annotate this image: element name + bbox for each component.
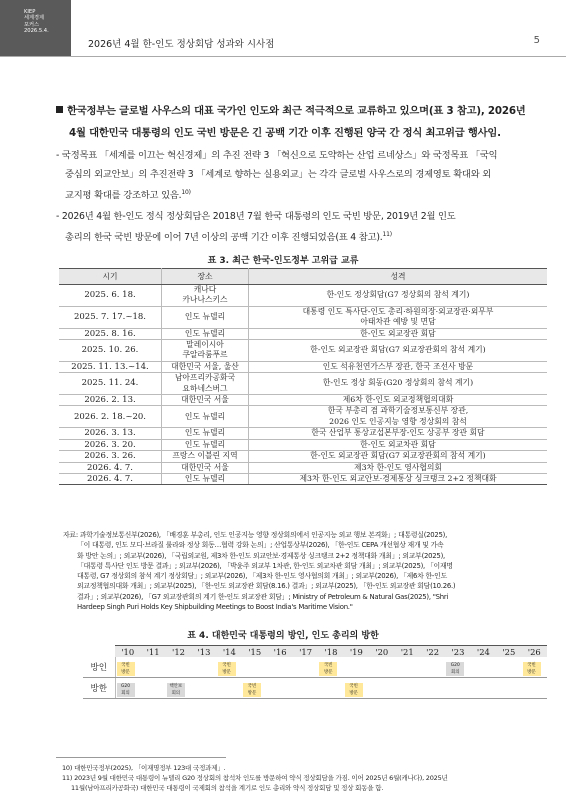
visit-tag-label: 국빈: [324, 662, 333, 668]
nature-cell: [249, 361, 548, 372]
cell-line: 쿠알라룸푸르: [182, 350, 228, 360]
column-header: 성격: [249, 269, 548, 285]
nature-cell: [249, 406, 548, 428]
visit-tag: [167, 683, 185, 697]
table4-title: 표 4. 대한민국 대통령의 방인, 인도 총리의 방한: [187, 631, 379, 641]
source-line: 「대통령 특사단 인도 방문 결과」; 외교부(2026), 「박윤주 외교부 1차관, 한-인도 외교차관 회담 개최」; 외교부(2025), 「이재명: [77, 561, 453, 570]
nature-cell: [249, 428, 548, 439]
cell-line: 한-인도 정상회담(G7 정상회의 참석 계기): [326, 290, 470, 300]
year-header: '13: [191, 646, 216, 658]
date-cell: 2025. 11. 13.~14.: [59, 361, 162, 372]
place-cell: [162, 462, 249, 473]
nature-cell: [249, 285, 548, 307]
cell-line: 말레이시아: [186, 340, 224, 350]
year-cell: [445, 678, 470, 699]
table-row: [59, 373, 547, 395]
place-cell: [162, 428, 249, 439]
bullet-line: 한국정부는 글로벌 사우스의 대표 국가인 인도와 최근 적극적으로 교류하고 있으며(표 3 참고), 2026년: [67, 105, 526, 117]
nature-cell: [249, 462, 548, 473]
issue-date: 2026.5.4.: [24, 28, 49, 35]
visit-tag-label: 국빈: [527, 662, 536, 668]
cell-line: 아태차관 예방 및 면담: [360, 317, 436, 327]
table-row: [59, 361, 547, 372]
table-row: [59, 473, 547, 484]
year-cell: [115, 657, 140, 678]
bullet-line: 4월 대한민국 대통령의 인도 국빈 방문은 긴 공백 기간 이후 진행된 양국 간 정식 최고위급 행사임.: [69, 127, 501, 139]
year-cell: [496, 678, 521, 699]
year-header: '23: [445, 646, 470, 658]
footnote-11-line: 11월(남아프리카공화국) 대한민국 대통령이 국제회의 참석을 계기로 인도 총리와 약식 정상회담 및 정상 회동을 함.: [71, 784, 384, 792]
year-cell: [293, 657, 318, 678]
year-cell: [140, 678, 165, 699]
date-cell: 2026. 3. 26.: [59, 451, 162, 462]
table-row: [59, 451, 547, 462]
cell-line: 제3차 한-인도 영사협의회: [354, 462, 442, 472]
dash-item-1: [56, 147, 542, 206]
source-line: 외교정책협의대화 개최」; 외교부(2025), 「한-인도 외교장관 회담(8.16.) 결과」; 외교부(2025), 「한-인도 외교장관 회담(10.26.): [77, 582, 456, 591]
cell-line: 대통령 인도 특사단-인도 총리·하원의장·외교장관·외무부: [302, 306, 494, 316]
place-cell: [162, 306, 249, 328]
table3-title: 표 3. 최근 한국-인도정부 고위급 교류: [207, 256, 359, 266]
row-label: 방인: [83, 657, 115, 678]
cell-line: 대한민국 서울: [181, 462, 229, 472]
cell-line: 한-인도 외교장관 회담(G7 외교장관회의 참석 계기): [310, 345, 486, 355]
cell-line: 대한민국 서울, 울산: [171, 361, 239, 371]
date-cell: 2026. 3. 20.: [59, 439, 162, 450]
cell-line: 한국 산업부 통상교섭본부장-인도 상공부 장관 회담: [311, 428, 485, 438]
footnote-ref[interactable]: 10): [181, 189, 191, 196]
year-header: '20: [369, 646, 394, 658]
nature-cell: [249, 306, 548, 328]
year-header: '14: [217, 646, 242, 658]
table-row: [59, 328, 547, 339]
year-cell: [242, 678, 267, 699]
year-cell: [394, 657, 419, 678]
year-cell: [369, 657, 394, 678]
cell-line: 제3차 한-인도 외교안보·경제통상 싱크탱크 2+2 정책대화: [299, 473, 497, 483]
year-cell: [318, 678, 343, 699]
date-cell: 2026. 2. 13.: [59, 395, 162, 406]
series-name-1: 세계경제: [24, 15, 45, 22]
cell-line: 2026 인도 인공지능 영향 정상회의 참석: [329, 416, 467, 426]
year-header: '10: [115, 646, 140, 658]
place-cell: [162, 451, 249, 462]
year-cell: [522, 657, 548, 678]
table3-source: [63, 530, 542, 612]
year-cell: [420, 678, 445, 699]
nature-cell: [249, 340, 548, 362]
year-cell: [217, 678, 242, 699]
year-cell: [293, 678, 318, 699]
year-cell: [140, 657, 165, 678]
visit-tag-label: 국빈: [349, 683, 358, 689]
cell-line: 한-인도 정상 회동(G20 정상회의 참석 계기): [322, 378, 474, 388]
year-cell: [242, 657, 267, 678]
cell-line: 인도 뉴델리: [184, 328, 226, 338]
corner-cell: [83, 646, 115, 658]
date-cell: 2025. 11. 24.: [59, 373, 162, 395]
visit-tag-label: 방문: [247, 690, 257, 696]
visit-tag-label: 방문: [349, 690, 358, 696]
dash-line: 중심의 외교안보」의 추진전략 3 「세계로 향하는 실용외교」는 각각 글로벌 사우스로의 경제영토 확대와 외: [65, 168, 492, 180]
year-cell: [394, 678, 419, 699]
year-header: '22: [420, 646, 445, 658]
visit-tag: [243, 683, 261, 697]
column-header: 시기: [59, 269, 162, 285]
date-cell: 2026. 3. 13.: [59, 428, 162, 439]
year-cell: [496, 657, 521, 678]
nature-cell: [249, 395, 548, 406]
visit-tag-label: G20: [121, 683, 130, 689]
footnote-11-line: 11) 2023년 9월 대한민국 대통령이 뉴델리 G20 정상회의 참석차 인도를 방문하여 약식 정상회담을 가짐. 이어 2025년 6월(캐나다), 2025년: [62, 774, 448, 782]
place-cell: [162, 406, 249, 428]
cell-line: 인도 뉴델리: [184, 473, 226, 483]
place-cell: [162, 340, 249, 362]
date-cell: 2025. 7. 17.~18.: [59, 306, 162, 328]
page-number: 5: [533, 35, 540, 46]
dash-line: 총리의 한국 국빈 방문에 이어 7년 이상의 공백 기간 이후 진행되었음(표 4 참고).: [65, 232, 383, 244]
visit-tag: [319, 662, 337, 676]
year-cell: [318, 657, 343, 678]
date-cell: 2025. 8. 16.: [59, 328, 162, 339]
visit-timeline-table: [83, 645, 547, 699]
table-row: [59, 395, 547, 406]
visit-tag-label: 방문: [527, 669, 536, 675]
visit-tag: [117, 683, 135, 697]
dash-line: - 2026년 4월 한-인도 정식 정상회담은 2018년 7월 한국 대통령의 인도 국빈 방문, 2019년 2월 인도: [56, 210, 456, 222]
year-cell: [166, 678, 191, 699]
year-cell: [344, 657, 369, 678]
body-text: [56, 100, 542, 248]
visit-tag-label: 회의: [121, 690, 130, 696]
table-row: [59, 306, 547, 328]
visit-tag: [117, 662, 135, 676]
publisher-name: KIEP: [24, 9, 36, 15]
visit-tag: [218, 662, 236, 676]
place-cell: [162, 373, 249, 395]
year-header: '18: [318, 646, 343, 658]
place-cell: [162, 473, 249, 484]
cell-line: 프랑스 이블린 지역: [172, 451, 238, 461]
year-cell: [420, 657, 445, 678]
visit-tag-label: 회의: [451, 669, 460, 675]
date-cell: 2026. 2. 18.~20.: [59, 406, 162, 428]
place-cell: [162, 395, 249, 406]
source-line: 「이 대통령, 인도 모디·브라질 룰라와 정상 회동…협력 강화 논의」; 산업통상부(2026), 「한-인도 CEPA 개선협상 재개 및 가속: [77, 541, 444, 550]
place-cell: [162, 361, 249, 372]
table-row: [59, 462, 547, 473]
cell-line: 한-인도 외교장관 회담: [360, 328, 436, 338]
cell-line: 한-인도 외교장관 회담(G7 외교장관회의 참석 계기): [310, 451, 486, 461]
nature-cell: [249, 373, 548, 395]
cell-line: 요하네스버그: [182, 383, 228, 393]
table-row: [59, 439, 547, 450]
year-cell: [217, 657, 242, 678]
year-header: '12: [166, 646, 191, 658]
column-header: 장소: [162, 269, 249, 285]
date-cell: 2026. 4. 7.: [59, 462, 162, 473]
year-cell: [471, 657, 496, 678]
visit-tag: [523, 662, 541, 676]
year-header: '16: [267, 646, 292, 658]
visit-tag-label: 방문: [222, 669, 231, 675]
cell-line: 인도 뉴델리: [184, 428, 226, 438]
place-cell: [162, 285, 249, 307]
year-header: '25: [496, 646, 521, 658]
main-bullet: [56, 100, 542, 144]
cell-line: 대한민국 서울: [181, 395, 229, 405]
place-cell: [162, 439, 249, 450]
timeline-row: [83, 678, 547, 699]
year-cell: [369, 678, 394, 699]
visit-tag-label: 회의: [171, 690, 181, 696]
source-line: 자료: 과학기술정보통신부(2026), 「배경훈 부총리, 인도 인공지능 영향 정상회의에서 인공지능 외교 행보 본격화」; 대통령실(2025),: [63, 531, 448, 539]
visit-tag-label: 방문: [324, 669, 333, 675]
footnote-divider: [56, 757, 226, 758]
row-label: 방한: [83, 678, 115, 699]
visit-tag: [345, 683, 363, 697]
visit-tag-label: G20: [450, 662, 460, 668]
year-cell: [191, 678, 216, 699]
year-cell: [445, 657, 470, 678]
footnote-ref[interactable]: 11): [382, 231, 392, 239]
cell-line: 인도 뉴델리: [184, 439, 226, 449]
year-header: '19: [344, 646, 369, 658]
cell-line: 한국 부총리 겸 과학기술정보통신부 장관,: [327, 406, 469, 416]
year-cell: [344, 678, 369, 699]
source-line: 대통령, G7 정상회의 참석 계기 정상회담」; 외교부(2026), 「제3차 한-인도 영사협의회 개최」; 외교부(2026), 「제6차 한-인도: [77, 572, 447, 581]
nature-cell: [249, 451, 548, 462]
year-cell: [191, 657, 216, 678]
source-line: 화 방안 논의」; 외교부(2026), 「국립외교원, 제3차 한-인도 외교안보·경제통상 싱크탱크 2+2 정책대화 개최」; 외교부(2025),: [77, 551, 445, 560]
cell-line: 인도 뉴델리: [184, 312, 226, 322]
nature-cell: [249, 328, 548, 339]
visit-tag: [446, 662, 464, 676]
exchange-table: [59, 268, 547, 485]
dash-line: - 국정목표 「세계를 이끄는 혁신경제」의 추진 전략 3 「혁신으로 도약하는 산업 르네상스」와 국정목표 「국익: [56, 150, 498, 161]
year-cell: [267, 657, 292, 678]
date-cell: 2025. 10. 26.: [59, 340, 162, 362]
visit-tag-label: 방문: [121, 669, 130, 675]
cell-line: 캐나다: [193, 285, 217, 294]
year-cell: [166, 657, 191, 678]
year-header: '11: [140, 646, 165, 658]
visit-tag-label: 국빈: [247, 683, 257, 689]
year-header: '21: [394, 646, 419, 658]
header-divider: [0, 56, 566, 57]
cell-line: 제6차 한-인도 외교정책협의대화: [342, 395, 454, 405]
footnote-10: 10) 대한민국정부(2025), 「이재명정부 123대 국정과제」.: [62, 764, 226, 772]
year-cell: [522, 678, 548, 699]
table-row: [59, 340, 547, 362]
timeline-row: [83, 657, 547, 678]
year-header: '26: [522, 646, 548, 658]
cell-line: 카나나스키스: [182, 295, 228, 305]
running-header: 2026년 4월 한-인도 정상회담 성과와 시사점: [88, 39, 275, 50]
visit-tag-label: 핵안보: [169, 683, 183, 689]
year-cell: [267, 678, 292, 699]
nature-cell: [249, 439, 548, 450]
dash-line: 교지평 확대를 강조하고 있음.: [65, 190, 182, 202]
visit-tag-label: 국빈: [121, 662, 130, 668]
date-cell: 2025. 6. 18.: [59, 285, 162, 307]
table-row: [59, 428, 547, 439]
visit-tag-label: 국빈: [222, 662, 231, 668]
year-header: '24: [471, 646, 496, 658]
source-line: 결과」; 외교부(2026), 「G7 외교장관회의 계기 한-인도 외교장관 회담」; Ministry of Petroleum & Natural Gas(2025), "Shri: [77, 592, 449, 601]
date-cell: 2026. 4. 7.: [59, 473, 162, 484]
place-cell: [162, 328, 249, 339]
cell-line: 인도 뉴델리: [184, 411, 226, 421]
year-cell: [115, 678, 140, 699]
nature-cell: [249, 473, 548, 484]
table-row: [59, 406, 547, 428]
year-header: '15: [242, 646, 267, 658]
series-name-2: 포커스: [24, 21, 40, 28]
source-line: Hardeep Singh Puri Holds Key Shipbuilding Meetings to Boost India's Maritime Vision.": [77, 603, 353, 612]
table-row: [59, 285, 547, 307]
dash-item-2: [56, 208, 542, 248]
year-cell: [471, 678, 496, 699]
square-bullet-icon: [56, 106, 63, 113]
cell-line: 한-인도 외교차관 회담: [360, 439, 436, 449]
cell-line: 남아프리카공화국: [174, 373, 236, 383]
publication-badge: [0, 0, 71, 56]
cell-line: 인도 석유천연가스부 장관, 한국 조선사 방문: [322, 361, 474, 371]
year-header: '17: [293, 646, 318, 658]
